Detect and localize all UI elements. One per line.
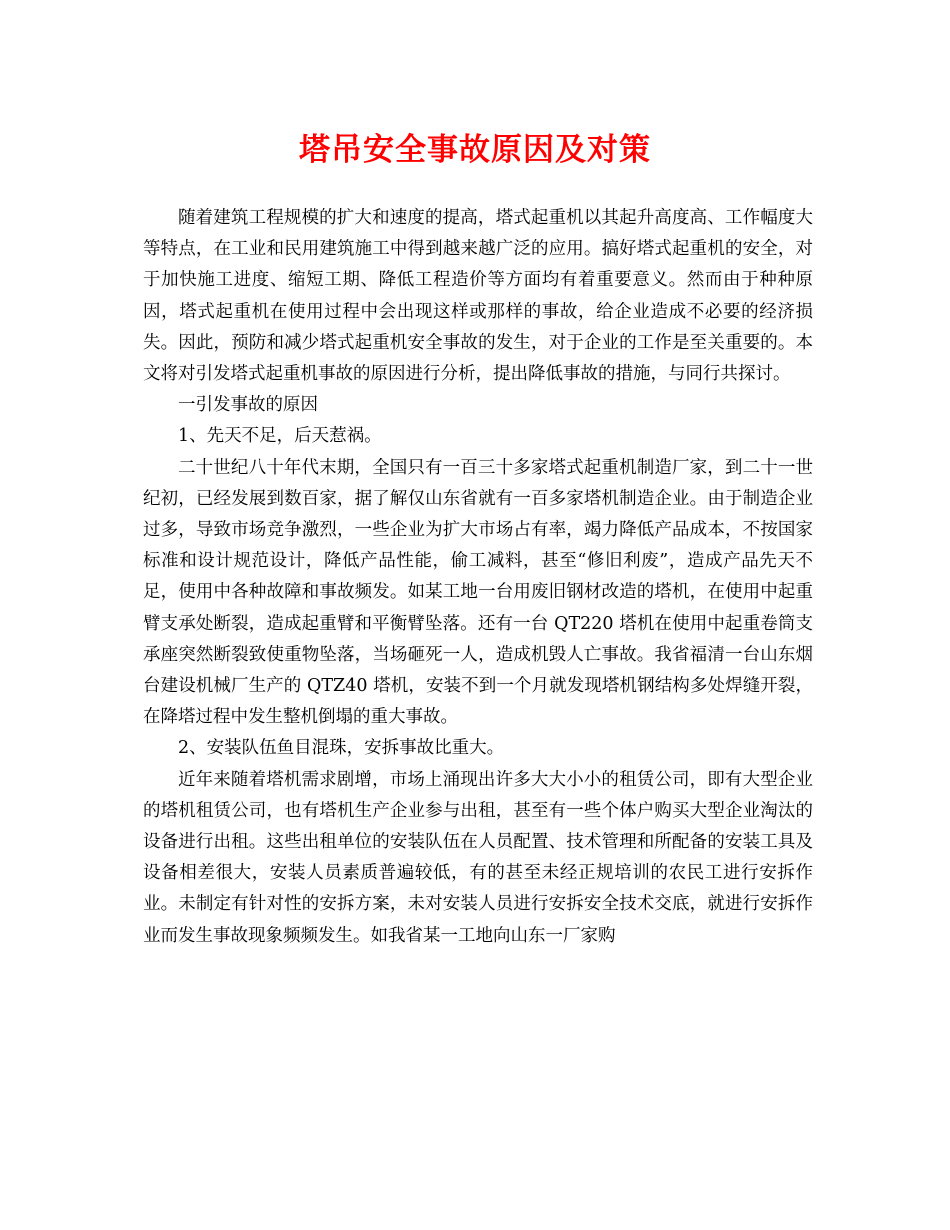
- subheading-2: 2、安装队伍鱼目混珠，安拆事故比重大。: [178, 738, 505, 759]
- subheading-1: 1、先天不足，后天惹祸。: [178, 426, 382, 447]
- paragraph-installation: 近年来随着塔机需求剧增，市场上涌现出许多大大小小的租赁公司，即有大型企业的塔机租赁公司，也有塔机生产企业参与出租，甚至有一些个体户购买大型企业淘汰的设备进行出租。这些出租单位的安装队伍在人员配置、技术管理和所配备的安装工具及设备相差很大，安装人员素质普遍较低，有的甚至未经正规培训的农民工进行安拆作业。未制定有针对性的安拆方案，未对安装人员进行安拆安全技术交底，就进行安拆作业而发生事故现象频频发生。如我省某一工地向山东一厂家购: [143, 769, 813, 946]
- section-heading-causes: 一引发事故的原因: [178, 395, 318, 416]
- document-body: [143, 203, 813, 952]
- document-title: 塔吊安全事故原因及对策: [299, 132, 651, 168]
- paragraph-intro: 随着建筑工程规模的扩大和速度的提高，塔式起重机以其起升高度高、工作幅度大等特点，在工业和民用建筑施工中得到越来越广泛的应用。搞好塔式起重机的安全，对于加快施工进度、缩短工期、降低工程造价等方面均有着重要意义。然而由于种种原因，塔式起重机在使用过程中会出现这样或那样的事故，给企业造成不必要的经济损失。因此，预防和减少塔式起重机安全事故的发生，对于企业的工作是至关重要的。本文将对引发塔式起重机事故的原因进行分析，提出降低事故的措施，与同行共探讨。: [143, 208, 813, 385]
- paragraph-manufacturing: 二十世纪八十年代末期，全国只有一百三十多家塔式起重机制造厂家，到二十一世纪初，已经发展到数百家，据了解仅山东省就有一百多家塔机制造企业。由于制造企业过多，导致市场竞争激烈，一些企业为扩大市场占有率，竭力降低产品成本，不按国家标准和设计规范设计，降低产品性能，偷工减料，甚至“修旧利废”，造成产品先天不足，使用中各种故障和事故频发。如某工地一台用废旧钢材改造的塔机，在使用中起重臂支承处断裂，造成起重臂和平衡臂坠落。还有一台 QT220 塔机在使用中起重卷筒支承座突然断裂致使重物坠落，当场砸死一人，造成机毁人亡事故。我省福清一台山东烟台建设机械厂生产的 QTZ40 塔机，安装不到一个月就发现塔机钢结构多处焊缝开裂，在降塔过程中发生整机倒塌的重大事故。: [143, 457, 813, 728]
